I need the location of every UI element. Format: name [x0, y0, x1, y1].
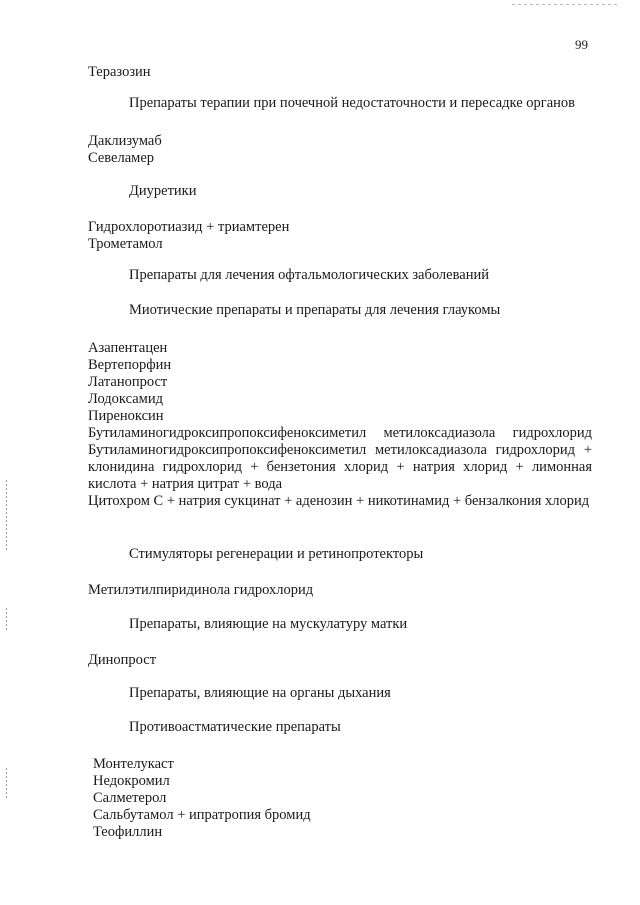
drug-list: [88, 340, 593, 510]
list-item: Азапентацен: [88, 340, 168, 356]
section-heading: Миотические препараты и препараты для лечения глаукомы: [129, 302, 501, 318]
drug-list: [88, 582, 593, 599]
list-item: Динопрост: [88, 652, 157, 668]
list-item: Гидрохлоротиазид + триамтерен: [88, 219, 290, 235]
section-heading: Препараты терапии при почечной недостаточности и пересадке органов: [129, 95, 576, 111]
list-item: Бутиламиногидроксипропоксифеноксиметил метилоксадиазола гидрохлорид: [88, 425, 592, 441]
list-item: Теразозин: [88, 64, 151, 80]
drug-list: [88, 652, 593, 669]
drug-list: [88, 133, 593, 167]
list-item: Цитохром С + натрия сукцинат + аденозин + никотинамид + бензалкония хлорид: [88, 493, 590, 509]
drug-list: [93, 756, 598, 841]
list-item: Даклизумаб: [88, 133, 162, 149]
list-item: Пиреноксин: [88, 408, 164, 424]
list-item: Монтелукаст: [93, 756, 174, 772]
list-item: Бутиламиногидроксипропоксифеноксиметил метилоксадиазола гидрохлорид + клонидина гидрохлорид + бензетония хлорид + натрия хлорид + лимонная кислота + натрия цитрат + вода: [88, 442, 592, 492]
page-number: 99: [575, 37, 588, 52]
section-heading: Диуретики: [129, 183, 197, 199]
scan-edge-mark: [6, 768, 7, 798]
section-heading: Препараты для лечения офтальмологических заболеваний: [129, 267, 489, 283]
list-item: Латанопрост: [88, 374, 168, 390]
drug-list: [88, 64, 593, 81]
list-item: Сальбутамол + ипратропия бромид: [93, 807, 311, 823]
scan-artifact: [512, 4, 620, 5]
drug-list: [88, 219, 593, 253]
section-heading: Препараты, влияющие на мускулатуру матки: [129, 616, 408, 632]
list-item: Вертепорфин: [88, 357, 172, 373]
list-item: Трометамол: [88, 236, 163, 252]
section-heading: Препараты, влияющие на органы дыхания: [129, 685, 391, 701]
list-item: Недокромил: [93, 773, 170, 789]
list-item: Салметерол: [93, 790, 167, 806]
list-item: Теофиллин: [93, 824, 163, 840]
section-heading: Стимуляторы регенерации и ретинопротекторы: [129, 546, 424, 562]
scan-edge-mark: [6, 608, 7, 632]
list-item: Севеламер: [88, 150, 155, 166]
list-item: Лодоксамид: [88, 391, 163, 407]
section-heading: Противоастматические препараты: [129, 719, 341, 735]
scan-edge-mark: [6, 480, 7, 550]
list-item: Метилэтилпиридинола гидрохлорид: [88, 582, 314, 598]
